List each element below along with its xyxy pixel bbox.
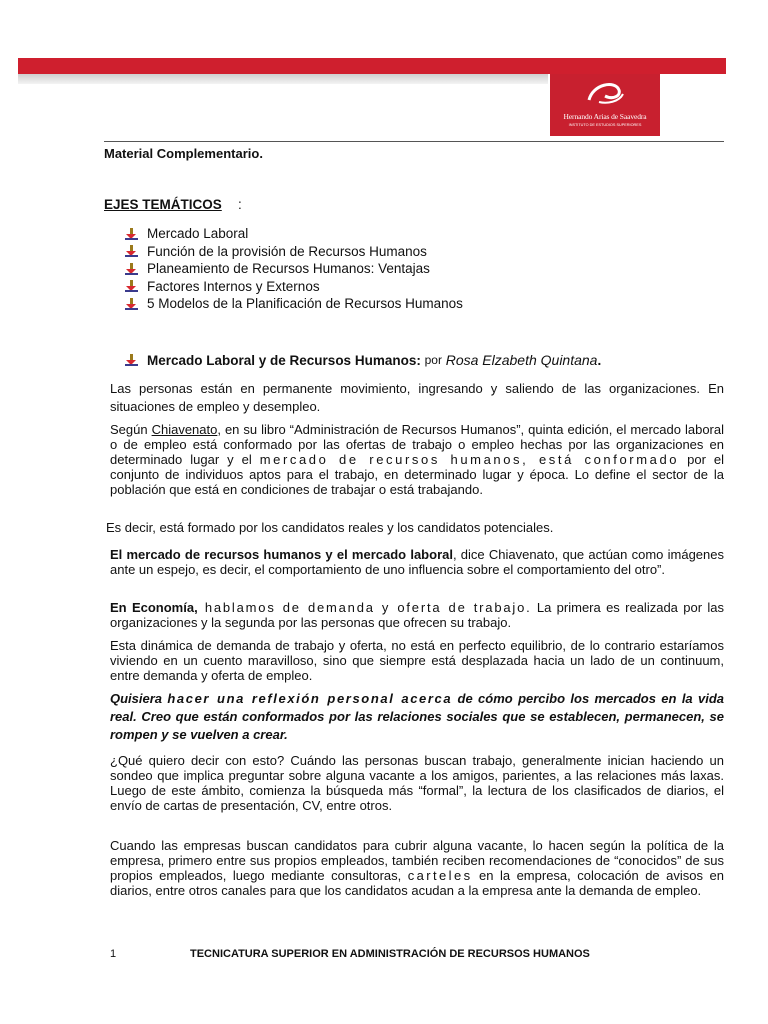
page-number: 1 xyxy=(110,948,117,960)
paragraph-5: En Economía, hablamos de demanda y oferta de trabajo. La primera es realizada por las organizaciones y la segunda por las personas que ofrecen su trabajo. xyxy=(110,600,724,630)
logo-subtitle: INSTITUTO DE ESTUDIOS SUPERIORES xyxy=(568,123,642,127)
list-item: 5 Modelos de la Planificación de Recursos Humanos xyxy=(125,295,463,313)
list-item: Planeamiento de Recursos Humanos: Ventajas xyxy=(125,260,463,278)
paragraph-3: Es decir, está formado por los candidatos reales y los candidatos potenciales. xyxy=(106,520,554,535)
header-divider xyxy=(104,141,724,142)
list-item: Factores Internos y Externos xyxy=(125,278,463,296)
arrow-bullet-icon xyxy=(125,354,138,366)
arrow-bullet-icon xyxy=(125,280,138,292)
arrow-bullet-icon xyxy=(125,228,138,240)
section-author: Rosa Elzabeth Quintana xyxy=(445,352,598,368)
author-link-text: Chiavenato xyxy=(151,422,218,437)
document-title: Material Complementario. xyxy=(104,146,263,161)
arrow-bullet-icon xyxy=(125,245,138,257)
paragraph-7: Quisiera hacer una reflexión personal acerca de cómo percibo los mercados en la vida real. Creo que están conformados por las relaciones sociales que se establecen, permanecen, se rompen y se vuelven a crear. xyxy=(110,691,725,742)
institution-logo xyxy=(550,74,660,136)
logo-swoosh-icon xyxy=(585,80,625,106)
logo-name: Hernando Arias de Saavedra xyxy=(563,112,647,121)
header-red-band xyxy=(18,58,726,74)
arrow-bullet-icon xyxy=(125,298,138,310)
paragraph-6: Esta dinámica de demanda de trabajo y oferta, no está en perfecto equilibrio, de lo contrario estaríamos viviendo en un cuento maravilloso, sino que siempre está desplazada hacia un lado de un continuum, entre demanda y oferta de empleo. xyxy=(110,638,724,683)
paragraph-9: Cuando las empresas buscan candidatos para cubrir alguna vacante, lo hacen según la política de la empresa, primero entre sus propios empleados, también reciben recomendaciones de “conocidos” de sus propios empleados, luego mediante consultoras, carteles en la empresa, colocación de avisos en diarios, entre otros canales para que los candidatos acudan a la empresa ante la demanda de empleo. xyxy=(110,838,724,898)
ejes-heading: EJES TEMÁTICOS xyxy=(104,197,222,212)
footer-text: TECNICATURA SUPERIOR EN ADMINISTRACIÓN DE RECURSOS HUMANOS xyxy=(190,948,590,960)
list-item: Función de la provisión de Recursos Humanos xyxy=(125,243,463,261)
paragraph-2: Según Chiavenato, en su libro “Administración de Recursos Humanos”, quinta edición, el mercado laboral o de empleo está conformado por las ofertas de trabajo o empleo hechas por las organizaciones en determinado lugar y el mercado de recursos humanos, está conformado por el conjunto de individuos aptos para el trabajo, en determinado lugar y época. Lo define el sector de la población que está en condiciones de trabajar o está trabajando. xyxy=(110,422,724,497)
arrow-bullet-icon xyxy=(125,263,138,275)
header-grey-band xyxy=(18,74,548,84)
paragraph-8: ¿Qué quiero decir con esto? Cuándo las personas buscan trabajo, generalmente inician haciendo un sondeo que implica preguntar sobre alguna vacante a los amigos, parientes, a las relaciones más laxas. Luego de este ámbito, comienza la búsqueda más “formal”, la lectura de los clasificados de diarios, el envío de cartas de presentación, CV, entre otros. xyxy=(110,753,724,813)
ejes-colon: : xyxy=(238,197,242,212)
paragraph-4: El mercado de recursos humanos y el mercado laboral, dice Chiavenato, que actúan como imágenes ante un espejo, es decir, el comportamiento de uno influencia sobre el comportamiento del otro”. xyxy=(110,547,724,577)
ejes-list xyxy=(125,225,463,313)
list-item: Mercado Laboral xyxy=(125,225,463,243)
section-por: por xyxy=(424,353,442,367)
section-title: Mercado Laboral y de Recursos Humanos: xyxy=(147,352,421,368)
section-heading: Mercado Laboral y de Recursos Humanos: por Rosa Elzabeth Quintana . xyxy=(125,352,601,368)
paragraph-1: Las personas están en permanente movimiento, ingresando y saliendo de las organizaciones. En situaciones de empleo y desempleo. xyxy=(110,381,724,414)
